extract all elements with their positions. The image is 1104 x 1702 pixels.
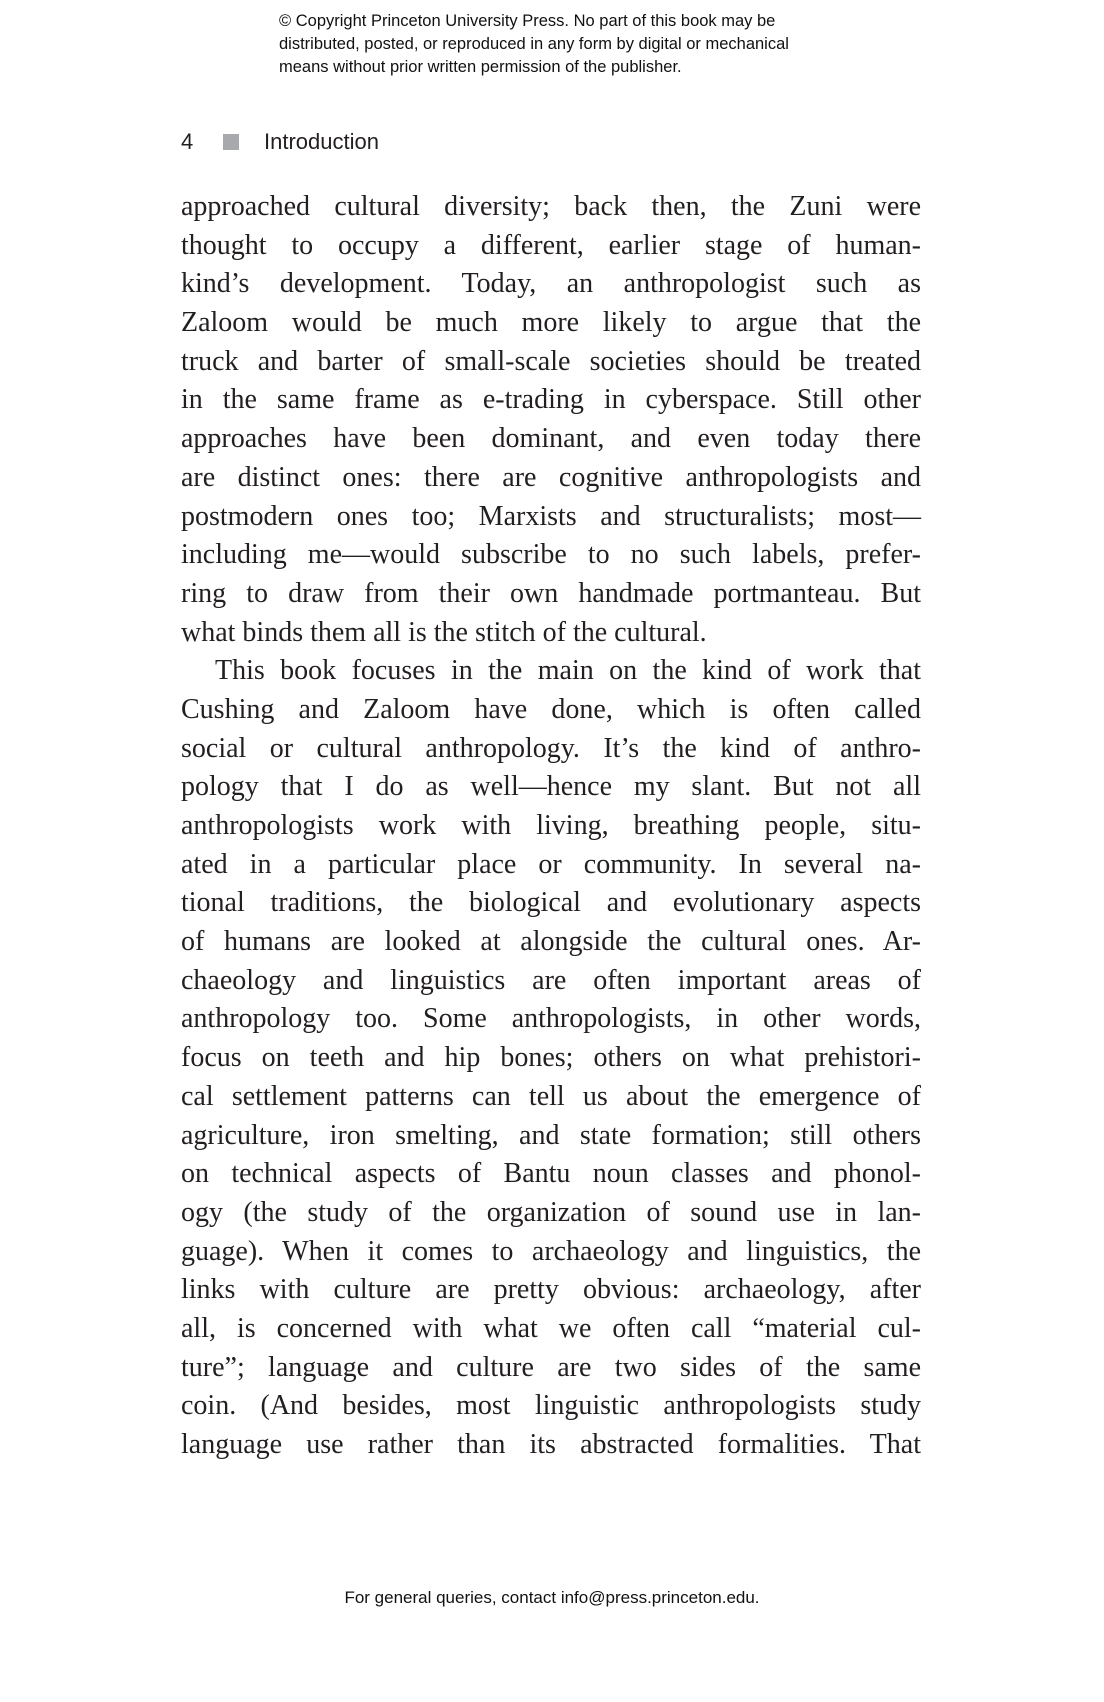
text-line: approached cultural diversity; back then, the Zuni were <box>181 191 921 222</box>
text-line: agriculture, iron smelting, and state formation; still others <box>181 1119 921 1151</box>
text-line: anthropology too. Some anthropologists, in other words, <box>181 1003 921 1035</box>
text-line: This book focuses in the main on the kind of work that <box>215 655 921 687</box>
copyright-line: © Copyright Princeton University Press. No part of this book may be <box>279 12 776 30</box>
text-line: on technical aspects of Bantu noun classes and phonol- <box>181 1158 921 1190</box>
paragraph <box>181 652 921 1464</box>
text-line: ture”; language and culture are two sides of the same <box>181 1351 921 1383</box>
copyright-notice <box>279 10 919 79</box>
text-line: ogy (the study of the organization of sound use in lan- <box>181 1196 921 1228</box>
copyright-line: distributed, posted, or reproduced in any form by digital or mechanical <box>279 35 789 53</box>
text-line: including me—would subscribe to no such labels, prefer- <box>181 539 921 571</box>
text-line: anthropologists work with living, breathing people, situ- <box>181 810 921 841</box>
text-line: of humans are looked at alongside the cultural ones. Ar- <box>181 926 921 958</box>
text-line: truck and barter of small-scale societies should be treated <box>181 345 921 377</box>
section-title: Introduction <box>264 129 379 154</box>
footer-contact: For general queries, contact info@press.princeton.edu. <box>344 1588 760 1607</box>
text-line: chaeology and linguistics are often important areas of <box>181 964 921 996</box>
text-line: pology that I do as well—hence my slant. But not all <box>181 771 921 803</box>
text-line: Cushing and Zaloom have done, which is often called <box>181 693 921 725</box>
paragraph <box>181 188 921 652</box>
running-head <box>181 127 379 157</box>
text-line: in the same frame as e-trading in cyberspace. Still other <box>181 384 921 416</box>
text-line: thought to occupy a different, earlier stage of human- <box>181 229 921 261</box>
text-line: social or cultural anthropology. It’s the kind of anthro- <box>181 732 921 764</box>
text-line: guage). When it comes to archaeology and linguistics, the <box>181 1235 921 1267</box>
text-line: ated in a particular place or community. In several na- <box>181 848 921 880</box>
text-line: language use rather than its abstracted formalities. That <box>181 1429 921 1460</box>
body-text <box>181 188 921 1465</box>
text-line: postmodern ones too; Marxists and structuralists; most— <box>181 500 921 532</box>
text-line: ring to draw from their own handmade portmanteau. But <box>181 577 921 609</box>
page-number: 4 <box>181 129 194 154</box>
text-line: what binds them all is the stitch of the cultural. <box>181 616 707 648</box>
text-line: kind’s development. Today, an anthropologist such as <box>181 268 921 300</box>
text-line: coin. (And besides, most linguistic anthropologists study <box>181 1390 921 1422</box>
copyright-line: means without prior written permission of the publisher. <box>279 58 682 76</box>
text-line: links with culture are pretty obvious: archaeology, after <box>181 1274 921 1306</box>
text-line: cal settlement patterns can tell us about the emergence of <box>181 1080 921 1112</box>
text-line: are distinct ones: there are cognitive anthropologists and <box>181 461 921 493</box>
text-line: tional traditions, the biological and evolutionary aspects <box>181 887 921 919</box>
text-line: focus on teeth and hip bones; others on what prehistori- <box>181 1042 921 1074</box>
square-ornament-icon <box>223 134 239 150</box>
text-line: approaches have been dominant, and even today there <box>181 423 921 455</box>
text-line: all, is concerned with what we often call “material cul- <box>181 1312 921 1344</box>
text-line: Zaloom would be much more likely to argue that the <box>181 307 921 339</box>
